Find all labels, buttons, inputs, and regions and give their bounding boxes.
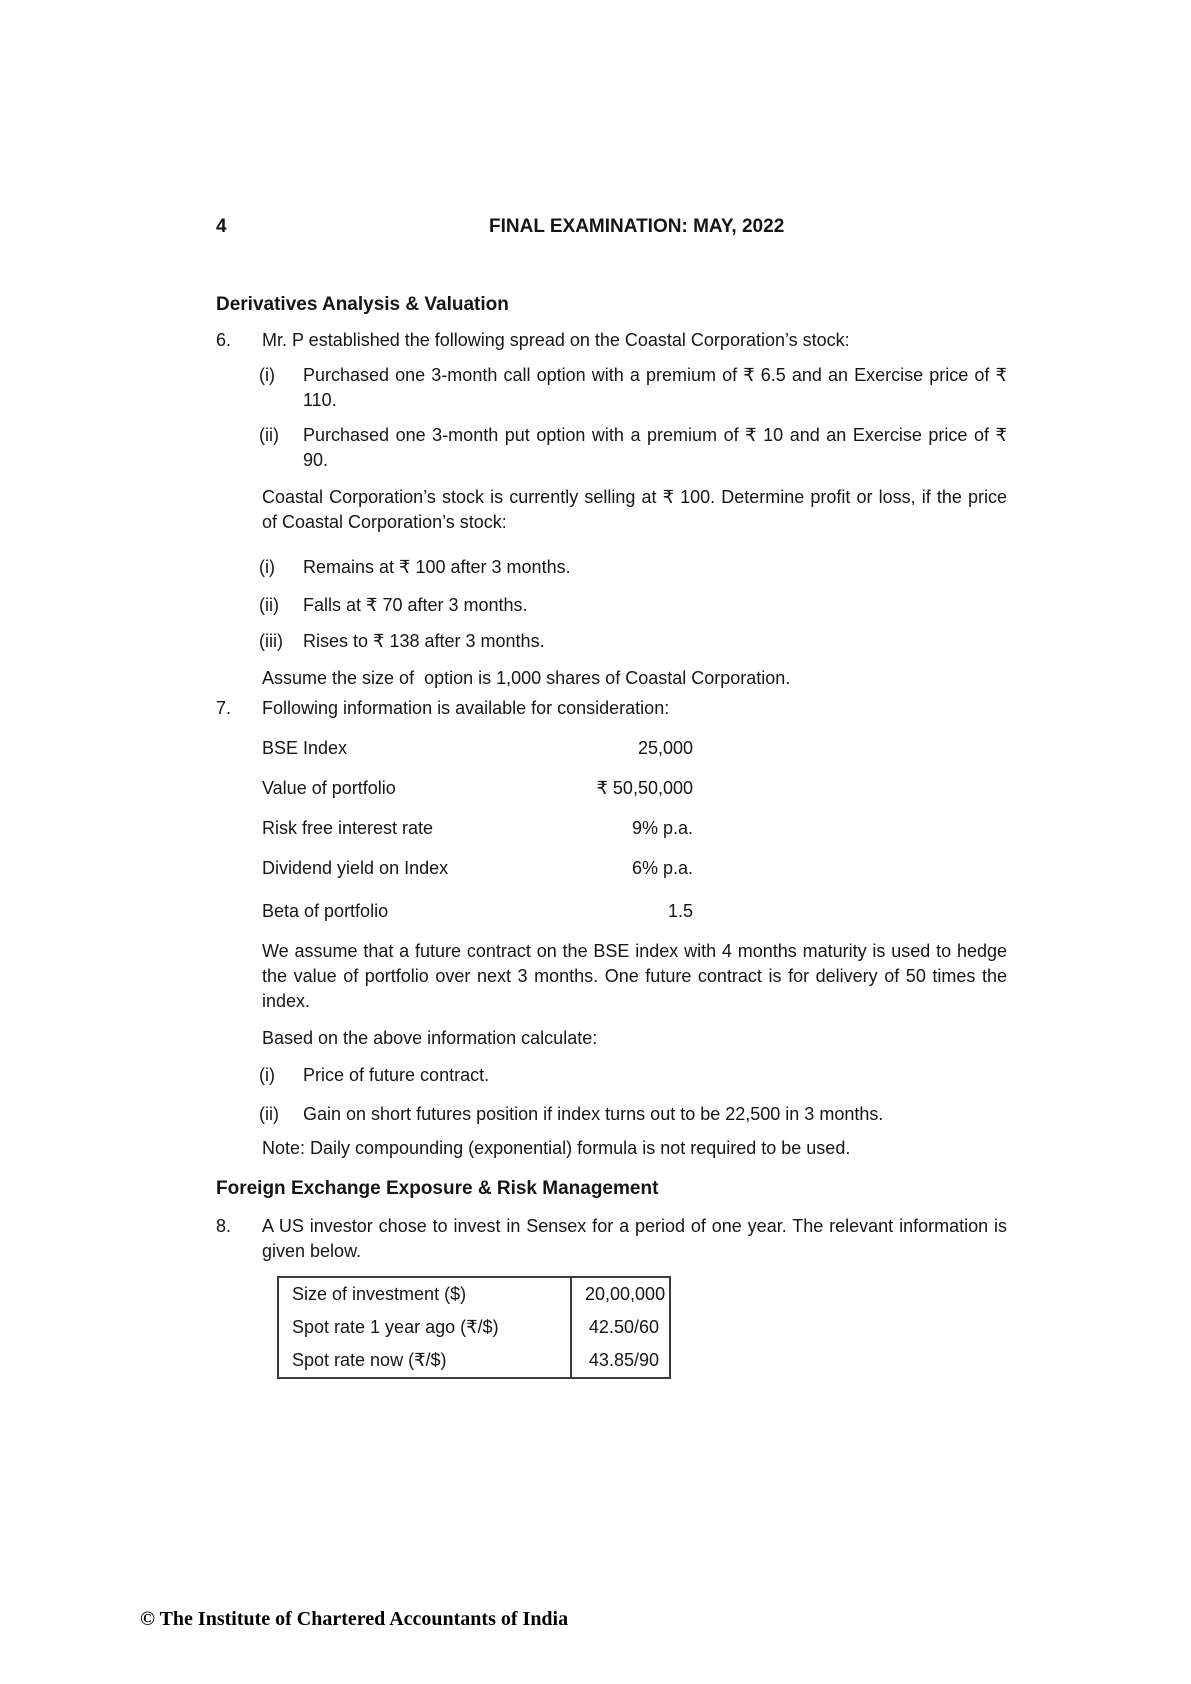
page-number: 4: [216, 216, 227, 237]
q6-paragraph: [216, 485, 1007, 535]
question-6: [216, 328, 1007, 353]
q6-item-ii-marker: (ii): [259, 425, 279, 445]
q7-info-value: 6% p.a.: [631, 858, 693, 878]
q7-calculate-intro-text: Based on the above information calculate:: [262, 1028, 598, 1048]
q6-item-i-text: Purchased one 3-month call option with a premium of ₹ 6.5 and an Exercise price of ₹ 110.: [303, 365, 1007, 410]
q7-calc-item-i: [216, 1063, 1007, 1088]
q6-assumption: [216, 666, 1007, 691]
table-row: [278, 1344, 670, 1378]
q8-table: [277, 1276, 671, 1379]
q7-info-label: Risk free interest rate: [262, 818, 434, 838]
q6-item-i-marker: (i): [259, 365, 275, 385]
q8-table-value: 42.50/60: [588, 1317, 659, 1337]
q7-note-text: Note: Daily compounding (exponential) formula is not required to be used.: [262, 1138, 851, 1158]
q6-scenario-i-text: Remains at ₹ 100 after 3 months.: [303, 557, 571, 577]
question-8-number: 8.: [216, 1216, 232, 1236]
question-6-intro: Mr. P established the following spread on the Coastal Corporation’s stock:: [262, 330, 850, 350]
q8-table-value: 43.85/90: [588, 1350, 659, 1370]
section-heading-forex: Foreign Exchange Exposure & Risk Management: [216, 1178, 659, 1199]
question-8: [216, 1214, 1007, 1264]
q7-paragraph: [216, 939, 1007, 1014]
q6-scenario-ii: [216, 593, 1007, 618]
q7-info-label: BSE Index: [262, 738, 348, 758]
copyright-footer: © The Institute of Chartered Accountants of India: [140, 1608, 569, 1630]
q8-table-label: Spot rate 1 year ago (₹/$): [278, 1311, 571, 1344]
q7-info-row: [216, 899, 1007, 924]
q7-note: [216, 1136, 1007, 1161]
q6-item-ii-text: Purchased one 3-month put option with a premium of ₹ 10 and an Exercise price of ₹ 90.: [303, 425, 1007, 470]
q7-info-value: 25,000: [637, 738, 693, 758]
q7-calc-item-ii-marker: (ii): [259, 1104, 279, 1124]
q6-scenario-iii-marker: (iii): [259, 631, 283, 651]
section-heading-derivatives: Derivatives Analysis & Valuation: [216, 294, 509, 315]
q7-info-label: Dividend yield on Index: [262, 858, 449, 878]
q6-scenario-ii-marker: (ii): [259, 595, 279, 615]
q8-table-label: Size of investment ($): [278, 1277, 571, 1311]
q7-paragraph-text: We assume that a future contract on the BSE index with 4 months maturity is used to hedge the value of portfolio over next 3 months. One future contract is for delivery of 50 times the index.: [262, 941, 1007, 1011]
q6-scenario-iii-text: Rises to ₹ 138 after 3 months.: [303, 631, 545, 651]
q6-scenario-iii: [216, 629, 1007, 654]
q6-item-i: [216, 363, 1007, 413]
q6-scenario-i: [216, 555, 1007, 580]
q7-info-label: Beta of portfolio: [262, 901, 389, 921]
q7-calc-item-ii-text: Gain on short futures position if index turns out to be 22,500 in 3 months.: [303, 1104, 884, 1124]
question-6-number: 6.: [216, 330, 232, 350]
q6-scenario-ii-text: Falls at ₹ 70 after 3 months.: [303, 595, 528, 615]
q6-item-ii: [216, 423, 1007, 473]
table-row: [278, 1277, 670, 1311]
q7-info-value: 1.5: [667, 901, 693, 921]
table-row: [278, 1311, 670, 1344]
question-7-number: 7.: [216, 698, 232, 718]
q6-assumption-text: Assume the size of option is 1,000 shares of Coastal Corporation.: [262, 668, 791, 688]
header-title: FINAL EXAMINATION: MAY, 2022: [489, 216, 785, 237]
q6-paragraph-text: Coastal Corporation’s stock is currently selling at ₹ 100. Determine profit or loss, if the price of Coastal Corporation’s stock:: [262, 487, 1007, 532]
question-7: [216, 696, 1007, 721]
q6-scenario-i-marker: (i): [259, 557, 275, 577]
q7-info-row: [216, 776, 1007, 801]
q8-table-value: 20,00,000: [585, 1284, 666, 1304]
q7-info-row: [216, 816, 1007, 841]
question-8-intro: A US investor chose to invest in Sensex for a period of one year. The relevant information is given below.: [262, 1216, 1007, 1261]
q7-info-value: 9% p.a.: [631, 818, 693, 838]
q7-info-row: [216, 856, 1007, 881]
q7-calc-item-i-marker: (i): [259, 1065, 275, 1085]
q7-info-row: [216, 736, 1007, 761]
q7-info-label: Value of portfolio: [262, 778, 396, 798]
q8-table-label: Spot rate now (₹/$): [278, 1344, 571, 1378]
q7-calc-item-i-text: Price of future contract.: [303, 1065, 490, 1085]
q7-info-value: ₹ 50,50,000: [596, 778, 693, 798]
q7-calc-item-ii: [216, 1102, 1007, 1127]
q7-calculate-intro: [216, 1026, 1007, 1051]
question-7-intro: Following information is available for consideration:: [262, 698, 670, 718]
